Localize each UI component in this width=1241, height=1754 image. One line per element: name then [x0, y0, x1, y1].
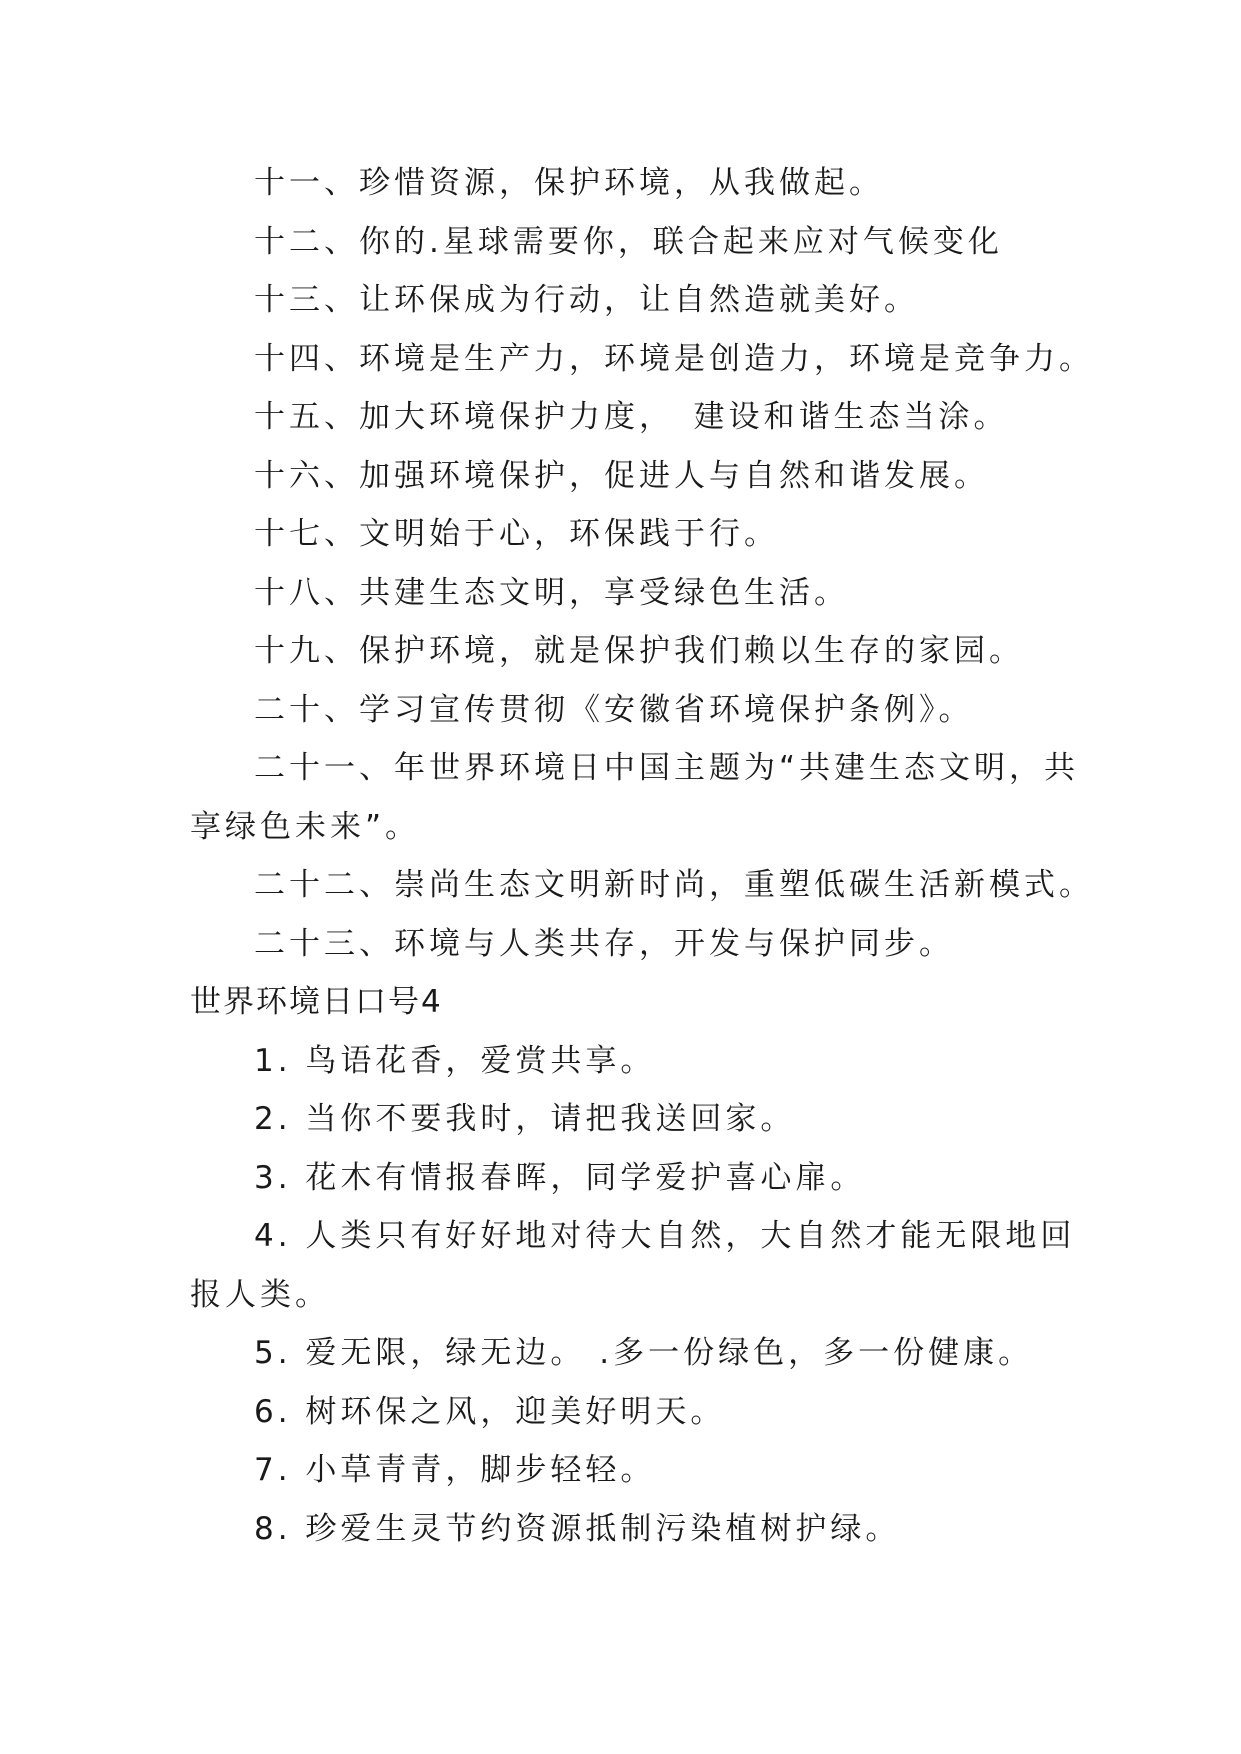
slogan-line: 十五、加大环境保护力度， 建设和谐生态当涂。 [254, 399, 1009, 435]
slogan-line: 十三、让环保成为行动，让自然造就美好。 [254, 282, 919, 318]
numbered-slogan: 6. 树环保之风，迎美好明天。 [254, 1393, 726, 1430]
section-heading: 世界环境日口号4 [190, 984, 443, 1020]
slogan-line: 十六、加强环境保护，促进人与自然和谐发展。 [254, 457, 989, 494]
numbered-slogan-continuation: 报人类。 [190, 1276, 330, 1313]
numbered-slogan: 7. 小草青青，脚步轻轻。 [254, 1452, 656, 1488]
numbered-slogan: 3. 花木有情报春晖，同学爱护喜心扉。 [254, 1159, 866, 1196]
slogan-line: 十八、共建生态文明，享受绿色生活。 [254, 574, 849, 611]
slogan-line: 二十三、环境与人类共存，开发与保护同步。 [254, 925, 954, 962]
slogan-line: 十七、文明始于心，环保践于行。 [254, 516, 779, 552]
slogan-line: 十一、珍惜资源，保护环境，从我做起。 [254, 165, 884, 201]
slogan-line: 二十二、崇尚生态文明新时尚，重塑低碳生活新模式。 [254, 867, 1094, 903]
numbered-slogan: 4. 人类只有好好地对待大自然，大自然才能无限地回 [254, 1218, 1076, 1254]
numbered-slogan: 5. 爱无限，绿无边。 .多一份绿色，多一份健康。 [254, 1335, 1034, 1371]
slogan-line: 二十一、年世界环境日中国主题为“共建生态文明，共 [254, 750, 1080, 786]
slogan-line: 二十、学习宣传贯彻《安徽省环境保护条例》。 [254, 691, 974, 728]
slogan-line: 十二、你的.星球需要你，联合起来应对气候变化 [254, 223, 1003, 260]
numbered-slogan: 8. 珍爱生灵节约资源抵制污染植树护绿。 [254, 1510, 901, 1547]
slogan-line-continuation: 享绿色未来”。 [190, 808, 421, 845]
numbered-slogan: 1. 鸟语花香，爱赏共享。 [254, 1042, 656, 1079]
numbered-slogan: 2. 当你不要我时，请把我送回家。 [254, 1101, 796, 1137]
document-body [190, 154, 1094, 1558]
slogan-line: 十九、保护环境，就是保护我们赖以生存的家园。 [254, 633, 1024, 669]
slogan-line: 十四、环境是生产力，环境是创造力，环境是竞争力。 [254, 340, 1094, 377]
